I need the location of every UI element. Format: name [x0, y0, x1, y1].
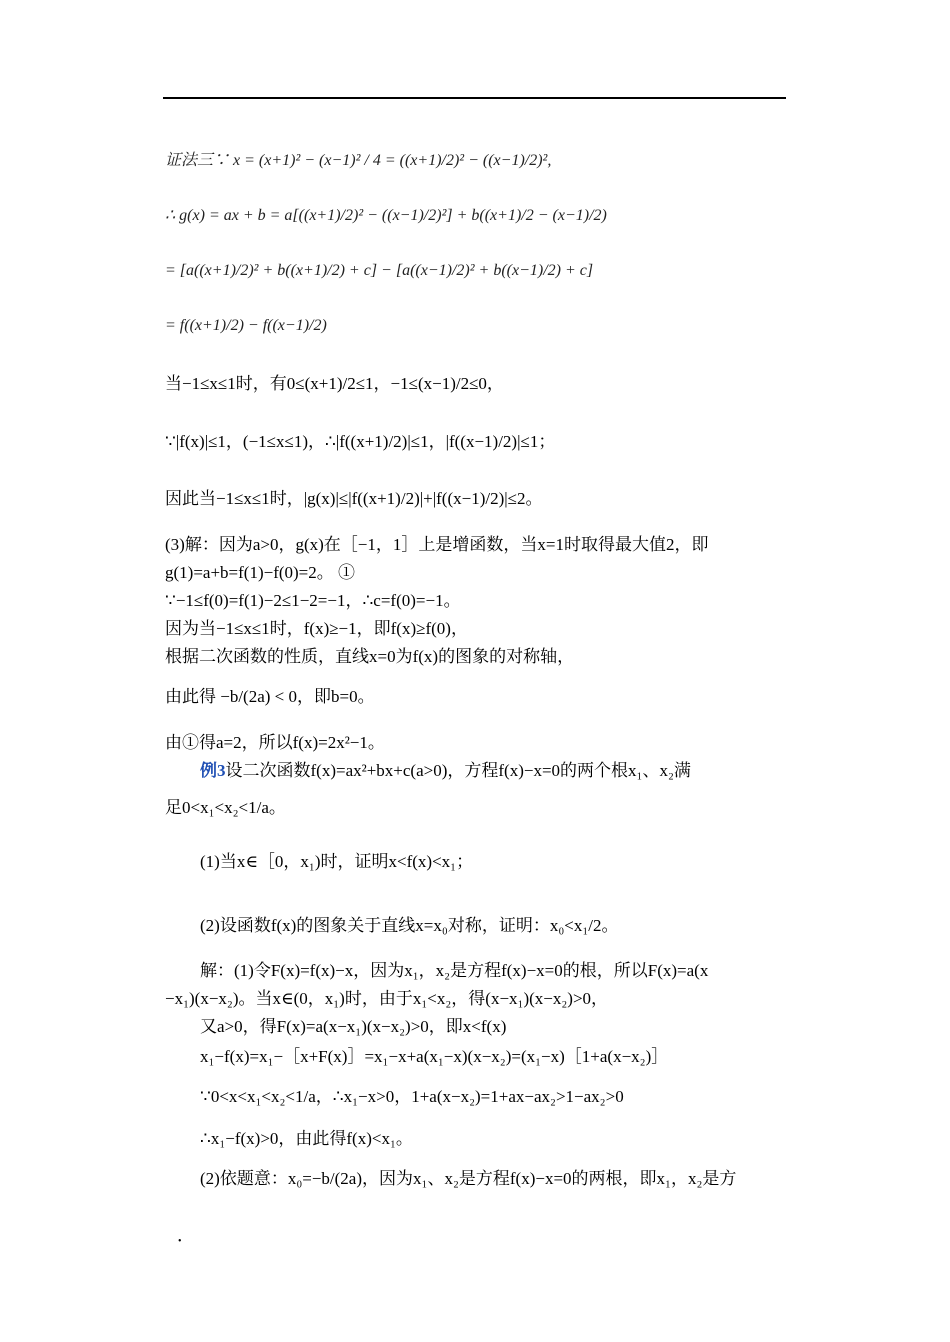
footer-mark: • [178, 1236, 182, 1247]
example3-line-2: 足0<x₁<x₂<1/a。 [165, 798, 286, 817]
part3-line-3: ∵−1≤f(0)=f(1)−2≤1−2=−1，∴c=f(0)=−1。 [165, 591, 461, 610]
proof-line-6: ∵|f(x)|≤1，(−1≤x≤1)，∴|f((x+1)/2)|≤1，|f((x−1)/2)|≤1； [165, 432, 556, 451]
solution-line-6: ∴x₁−f(x)>0，由此得f(x)<x₁。 [200, 1129, 413, 1148]
part3-line-1: (3)解：因为a>0，g(x)在［−1，1］上是增函数，当x=1时取得最大值2，即 [165, 535, 709, 554]
solution-line-7: (2)依题意：x₀=−b/(2a)，因为x₁、x₂是方程f(x)−x=0的两根，即x₁，x₂是方 [200, 1169, 737, 1188]
solution-line-4: x₁−f(x)=x₁−［x+F(x)］=x₁−x+a(x₁−x)(x−x₂)=(x₁−x)［1+a(x−x₂)］ [200, 1047, 669, 1066]
part3-line-7: 由①得a=2，所以f(x)=2x²−1。 [165, 733, 385, 752]
proof-line-7: 因此当−1≤x≤1时，|g(x)|≤|f((x+1)/2)|+|f((x−1)/2)|≤2。 [165, 489, 543, 508]
example3-line-1: 例3设二次函数f(x)=ax²+bx+c(a>0)，方程f(x)−x=0的两个根x₁、x₂满 [200, 761, 691, 780]
proof-line-2: ∴ g(x) = ax + b = a[((x+1)/2)² − ((x−1)/2)²] + b((x+1)/2 − (x−1)/2) [165, 207, 607, 224]
example3-part1: (1)当x∈［0，x₁)时，证明x<f(x)<x₁； [200, 852, 474, 871]
part3-line-6: 由此得 −b/(2a) < 0，即b=0。 [165, 687, 375, 706]
solution-line-2: −x₁)(x−x₂)。当x∈(0，x₁)时，由于x₁<x₂，得(x−x₁)(x−x₂)>0， [165, 989, 609, 1008]
proof-line-4: = f((x+1)/2) − f((x−1)/2) [165, 317, 327, 334]
header-rule [163, 97, 786, 99]
solution-line-5: ∵0<x<x₁<x₂<1/a，∴x₁−x>0，1+a(x−x₂)=1+ax−ax₂>1−ax₂>0 [200, 1087, 624, 1106]
part3-line-4: 因为当−1≤x≤1时，f(x)≥−1，即f(x)≥f(0)， [165, 619, 468, 638]
part3-line-2: g(1)=a+b=f(1)−f(0)=2。 ① [165, 563, 356, 582]
example-label: 例3 [200, 761, 226, 780]
solution-line-3: 又a>0，得F(x)=a(x−x₁)(x−x₂)>0，即x<f(x) [200, 1017, 507, 1036]
part3-line-5: 根据二次函数的性质，直线x=0为f(x)的图象的对称轴， [165, 647, 575, 666]
proof-line-5: 当−1≤x≤1时，有0≤(x+1)/2≤1，−1≤(x−1)/2≤0， [165, 374, 504, 393]
proof-line-3: = [a((x+1)/2)² + b((x+1)/2) + c] − [a((x−1)/2)² + b((x−1)/2) + c] [165, 262, 594, 279]
example3-part2: (2)设函数f(x)的图象关于直线x=x₀对称，证明：x₀<x₁/2。 [200, 916, 619, 935]
solution-line-1: 解：(1)令F(x)=f(x)−x，因为x₁，x₂是方程f(x)−x=0的根，所以F(x)=a(x [200, 961, 709, 980]
proof-line-1: 证法三∵ x = (x+1)² − (x−1)² / 4 = ((x+1)/2)² − ((x−1)/2)², [165, 152, 552, 169]
